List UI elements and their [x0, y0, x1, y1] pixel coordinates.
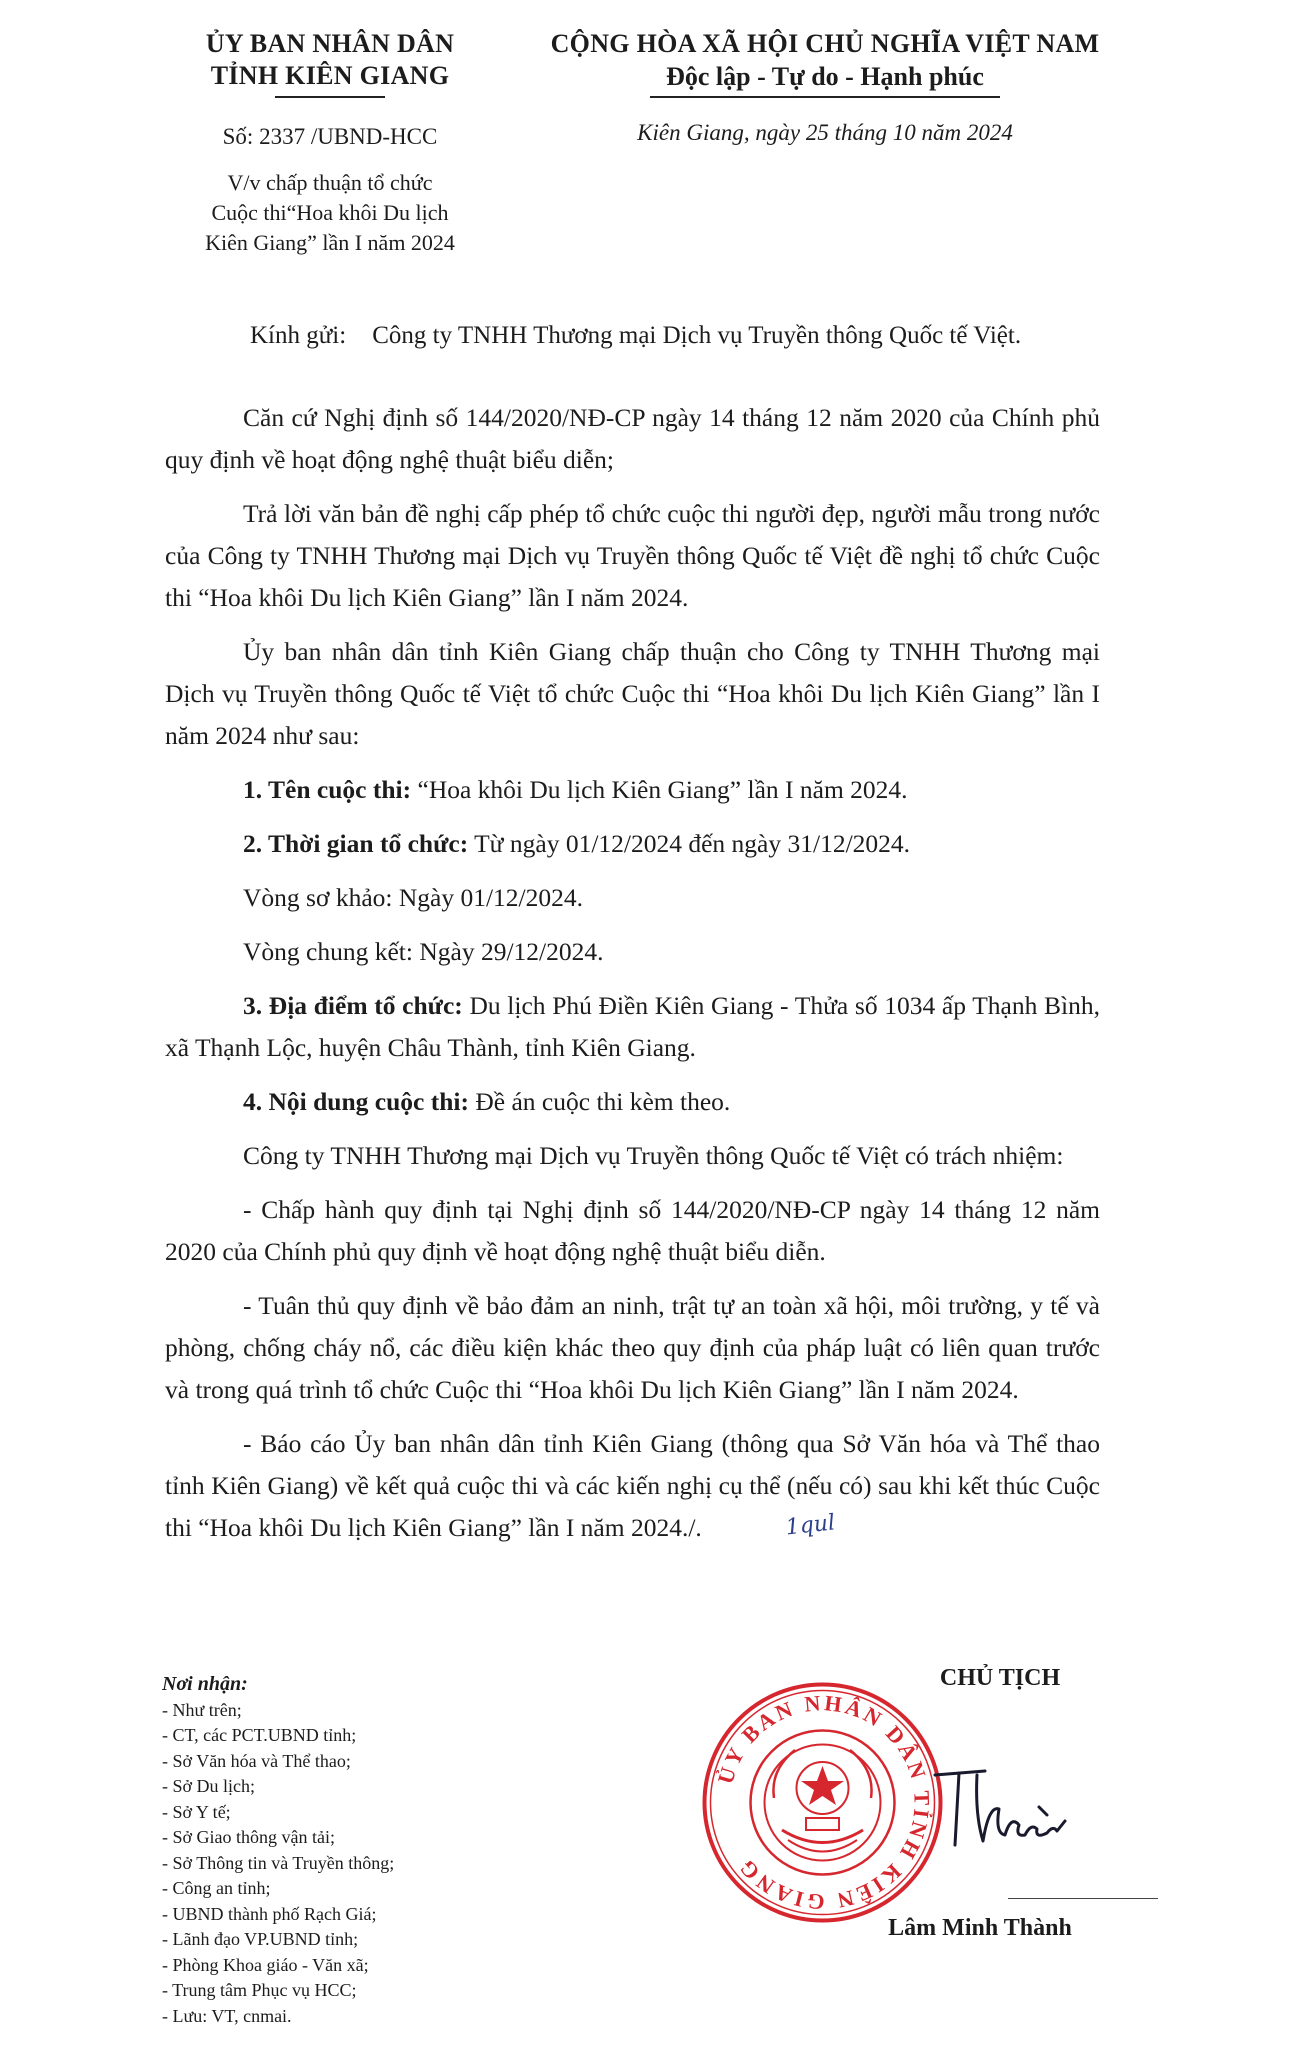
- national-motto: Độc lập - Tự do - Hạnh phúc: [666, 62, 984, 91]
- recipient-item: - UBND thành phố Rạch Giá;: [162, 1903, 377, 1924]
- agency-underline: [275, 96, 385, 98]
- seal-text: ỦY BAN NHÂN DÂN TỈNH KIÊN GIANG: [712, 1690, 935, 1915]
- recipient-item: - Như trên;: [162, 1699, 242, 1720]
- recipient-item: - Lãnh đạo VP.UBND tỉnh;: [162, 1929, 359, 1949]
- recipient-item: - Sở Giao thông vận tải;: [162, 1827, 335, 1847]
- item-contest-venue: [165, 985, 1100, 1069]
- recipient-line: [165, 315, 1100, 357]
- item-label: 1. Tên cuộc thi:: [243, 775, 412, 804]
- duty-ensure-security: - Tuân thủ quy định về bảo đảm an ninh, trật tự an toàn xã hội, môi trường, y tế và phòng, chống cháy nổ, các điều kiện khác theo quy định của pháp luật có liên quan trước và trong quá trình tổ chức Cuộc thi “Hoa khôi Du lịch Kiên Giang” lần I năm 2024.: [165, 1291, 1100, 1404]
- item-label: 2. Thời gian tổ chức:: [243, 829, 469, 858]
- issuing-agency-block: [150, 28, 510, 258]
- paragraph-approval: Ủy ban nhân dân tỉnh Kiên Giang chấp thuận cho Công ty TNHH Thương mại Dịch vụ Truyền thông Quốc tế Việt tổ chức Cuộc thi “Hoa khôi Du lịch Kiên Giang” lần I năm 2024 như sau:: [165, 637, 1100, 750]
- document-subject: [150, 168, 510, 258]
- recipient-item: - Trung tâm Phục vụ HCC;: [162, 1980, 357, 2000]
- item-contest-content: [165, 1081, 1100, 1123]
- paragraph-legal-basis: Căn cứ Nghị định số 144/2020/NĐ-CP ngày 14 tháng 12 năm 2020 của Chính phủ quy định về hoạt động nghệ thuật biểu diễn;: [165, 403, 1100, 474]
- recipient-item: - Sở Du lịch;: [162, 1776, 256, 1796]
- national-title-block: [525, 28, 1125, 146]
- nation-title: CỘNG HÒA XÃ HỘI CHỦ NGHĨA VIỆT NAM: [550, 29, 1100, 58]
- place-and-date: Kiên Giang, ngày 25 tháng 10 năm 2024: [637, 120, 1013, 145]
- item-contest-name: [165, 769, 1100, 811]
- handwritten-signature: [925, 1745, 1075, 1855]
- duty-comply-decree: - Chấp hành quy định tại Nghị định số 144/2020/NĐ-CP ngày 14 tháng 12 năm 2020 của Chính phủ quy định về hoạt động nghệ thuật biểu diễn.: [165, 1195, 1100, 1266]
- agency-name-line2: TỈNH KIÊN GIANG: [210, 61, 450, 90]
- final-round: Vòng chung kết: Ngày 29/12/2024.: [243, 937, 604, 966]
- item-text: “Hoa khôi Du lịch Kiên Giang” lần I năm 2024.: [411, 775, 908, 804]
- subject-line: V/v chấp thuận tổ chức: [227, 170, 433, 195]
- item-label: 4. Nội dung cuộc thi:: [243, 1087, 469, 1116]
- recipient-item: - Sở Văn hóa và Thể thao;: [162, 1750, 351, 1771]
- subject-line: Cuộc thi“Hoa khôi Du lịch: [211, 200, 449, 225]
- letter-body: [165, 315, 1100, 1563]
- recipient-item: - Sở Thông tin và Truyền thông;: [162, 1852, 395, 1873]
- motto-underline: [650, 96, 1000, 98]
- item-contest-time: [165, 823, 1100, 865]
- paragraph-reply: Trả lời văn bản đề nghị cấp phép tổ chức cuộc thi người đẹp, người mẫu trong nước của Công ty TNHH Thương mại Dịch vụ Truyền thông Quốc tế Việt đề nghị tổ chức Cuộc thi “Hoa khôi Du lịch Kiên Giang” lần I năm 2024.: [165, 499, 1100, 612]
- recipient-label: Kính gửi:: [250, 322, 347, 349]
- official-seal: [700, 1680, 945, 1925]
- duty-report-text: - Báo cáo Ủy ban nhân dân tỉnh Kiên Giang (thông qua Sở Văn hóa và Thể thao tỉnh Kiên Giang) về kết quả cuộc thi và các kiến nghị cụ thể (nếu có) sau khi kết thúc Cuộc thi “Hoa khôi Du lịch Kiên Giang” lần I năm 2024./.: [165, 1429, 1100, 1542]
- item-text: Du lịch Phú Điền Kiên Giang - Thửa số 1034 ấp Thạnh Bình, xã Thạnh Lộc, huyện Châu Thành, tỉnh Kiên Giang.: [165, 991, 1100, 1062]
- recipient-item: - Sở Y tế;: [162, 1801, 231, 1822]
- recipient-name: Công ty TNHH Thương mại Dịch vụ Truyền thông Quốc tế Việt.: [372, 322, 1022, 349]
- paragraph-responsibilities: Công ty TNHH Thương mại Dịch vụ Truyền thông Quốc tế Việt có trách nhiệm:: [243, 1141, 1064, 1170]
- initials-mark: 1qul: [784, 1510, 836, 1541]
- recipient-item: - Công an tỉnh;: [162, 1878, 271, 1898]
- preliminary-round: Vòng sơ khảo: Ngày 01/12/2024.: [243, 883, 584, 912]
- signer-title: CHỦ TỊCH: [939, 1665, 1061, 1691]
- item-text: Đề án cuộc thi kèm theo.: [469, 1087, 731, 1116]
- signature-underline: [1008, 1898, 1158, 1899]
- recipients-list: [162, 1672, 622, 2029]
- item-label: 3. Địa điểm tổ chức:: [243, 991, 463, 1020]
- agency-name-line1: ỦY BAN NHÂN DÂN: [205, 29, 455, 58]
- item-text: Từ ngày 01/12/2024 đến ngày 31/12/2024.: [468, 829, 911, 858]
- recipient-item: - CT, các PCT.UBND tỉnh;: [162, 1725, 357, 1745]
- svg-text:ỦY BAN NHÂN DÂN TỈNH KIÊN GIAN: [712, 1690, 934, 1915]
- recipients-title: Nơi nhận:: [162, 1673, 248, 1695]
- duty-report: [165, 1423, 1100, 1551]
- subject-line: Kiên Giang” lần I năm 2024: [205, 230, 455, 255]
- recipient-item: - Lưu: VT, cnmai.: [162, 2005, 292, 2026]
- document-number: Số: 2337 /UBND-HCC: [222, 124, 438, 149]
- signer-name: Lâm Minh Thành: [888, 1915, 1072, 1941]
- recipient-item: - Phòng Khoa giáo - Văn xã;: [162, 1954, 369, 1975]
